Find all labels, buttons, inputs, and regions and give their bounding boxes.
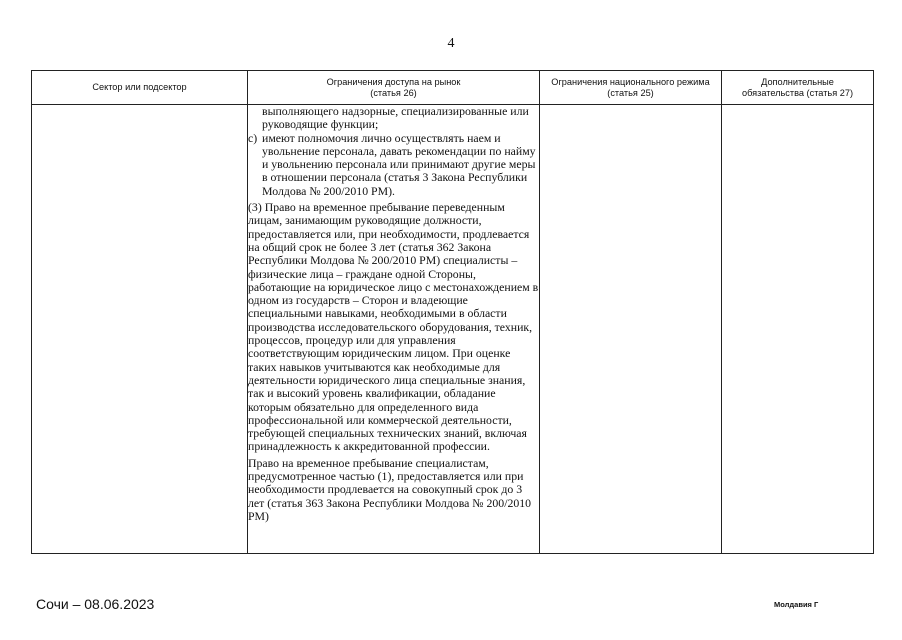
header-market-access-line2: (статья 26)	[370, 87, 417, 98]
item-c-marker: c)	[248, 130, 258, 145]
header-additional-line1: Дополнительные	[761, 76, 834, 87]
header-sector	[32, 71, 248, 105]
header-national-treatment-line2: (статья 25)	[607, 87, 654, 98]
header-additional	[722, 71, 874, 105]
cell-market-access	[248, 105, 540, 554]
header-additional-line2: обязательства (статья 27)	[741, 87, 854, 98]
table-row	[32, 105, 874, 554]
item-c	[248, 132, 539, 198]
header-national-treatment	[540, 71, 722, 105]
header-sector-label: Сектор или подсектор	[92, 82, 187, 92]
page-number: 4	[447, 36, 455, 51]
paragraph-4: Право на временное пребывание специалистам, предусмотренное частью (1), предоставляется или при необходимости продлевается на совокупный срок до 3 лет (статья 363 Закона Республики Молдова № 200/2010 РМ)	[248, 455, 532, 523]
footer-place-date: Сочи – 08.06.2023	[36, 596, 155, 612]
cell-national-treatment	[540, 105, 722, 554]
header-market-access	[248, 71, 540, 105]
cell-sector	[32, 105, 248, 554]
continued-text: выполняющего надзорные, специализированные или руководящие функции;	[262, 104, 529, 132]
footer-country-label: Молдавия Г	[774, 600, 819, 609]
commitments-table	[31, 70, 874, 554]
paragraph-3: (3) Право на временное пребывание переведенным лицам, занимающим руководящие должности, предоставляется или, при необходимости, продлевается на общий срок не более 3 лет (статья 362 Закона Республики Молдова № 200/2010 РМ) специалисты – физические лица – граждане одной Стороны, работающие на юридическое лицо с местонахождением в одном из государств – Сторон и владеющие специальными навыками, необходимыми в области производства исследовательского оборудования, техник, процессов, процедур или для управления соответствующим юридическим лицом. При оценке таких навыков учитываются как необходимые для деятельности юридического лица специальные знания, так и высокий уровень квалификации, обладание которым обязательно для определенного вида профессиональной или коммерческой деятельности, требующей специальных технических знаний, включая принадлежность к аккредитованной профессии.	[248, 200, 539, 454]
header-row	[32, 71, 874, 105]
header-national-treatment-line1: Ограничения национального режима	[551, 76, 710, 87]
header-market-access-line1: Ограничения доступа на рынок	[326, 76, 461, 87]
cell-additional	[722, 105, 874, 554]
item-c-text: имеют полномочия лично осуществлять наем и увольнение персонала, давать рекомендации по найму и увольнению персонала или принимают другие меры в отношении персонала (статья 3 Закона Республики Молдова № 200/2010 РМ).	[262, 130, 536, 198]
